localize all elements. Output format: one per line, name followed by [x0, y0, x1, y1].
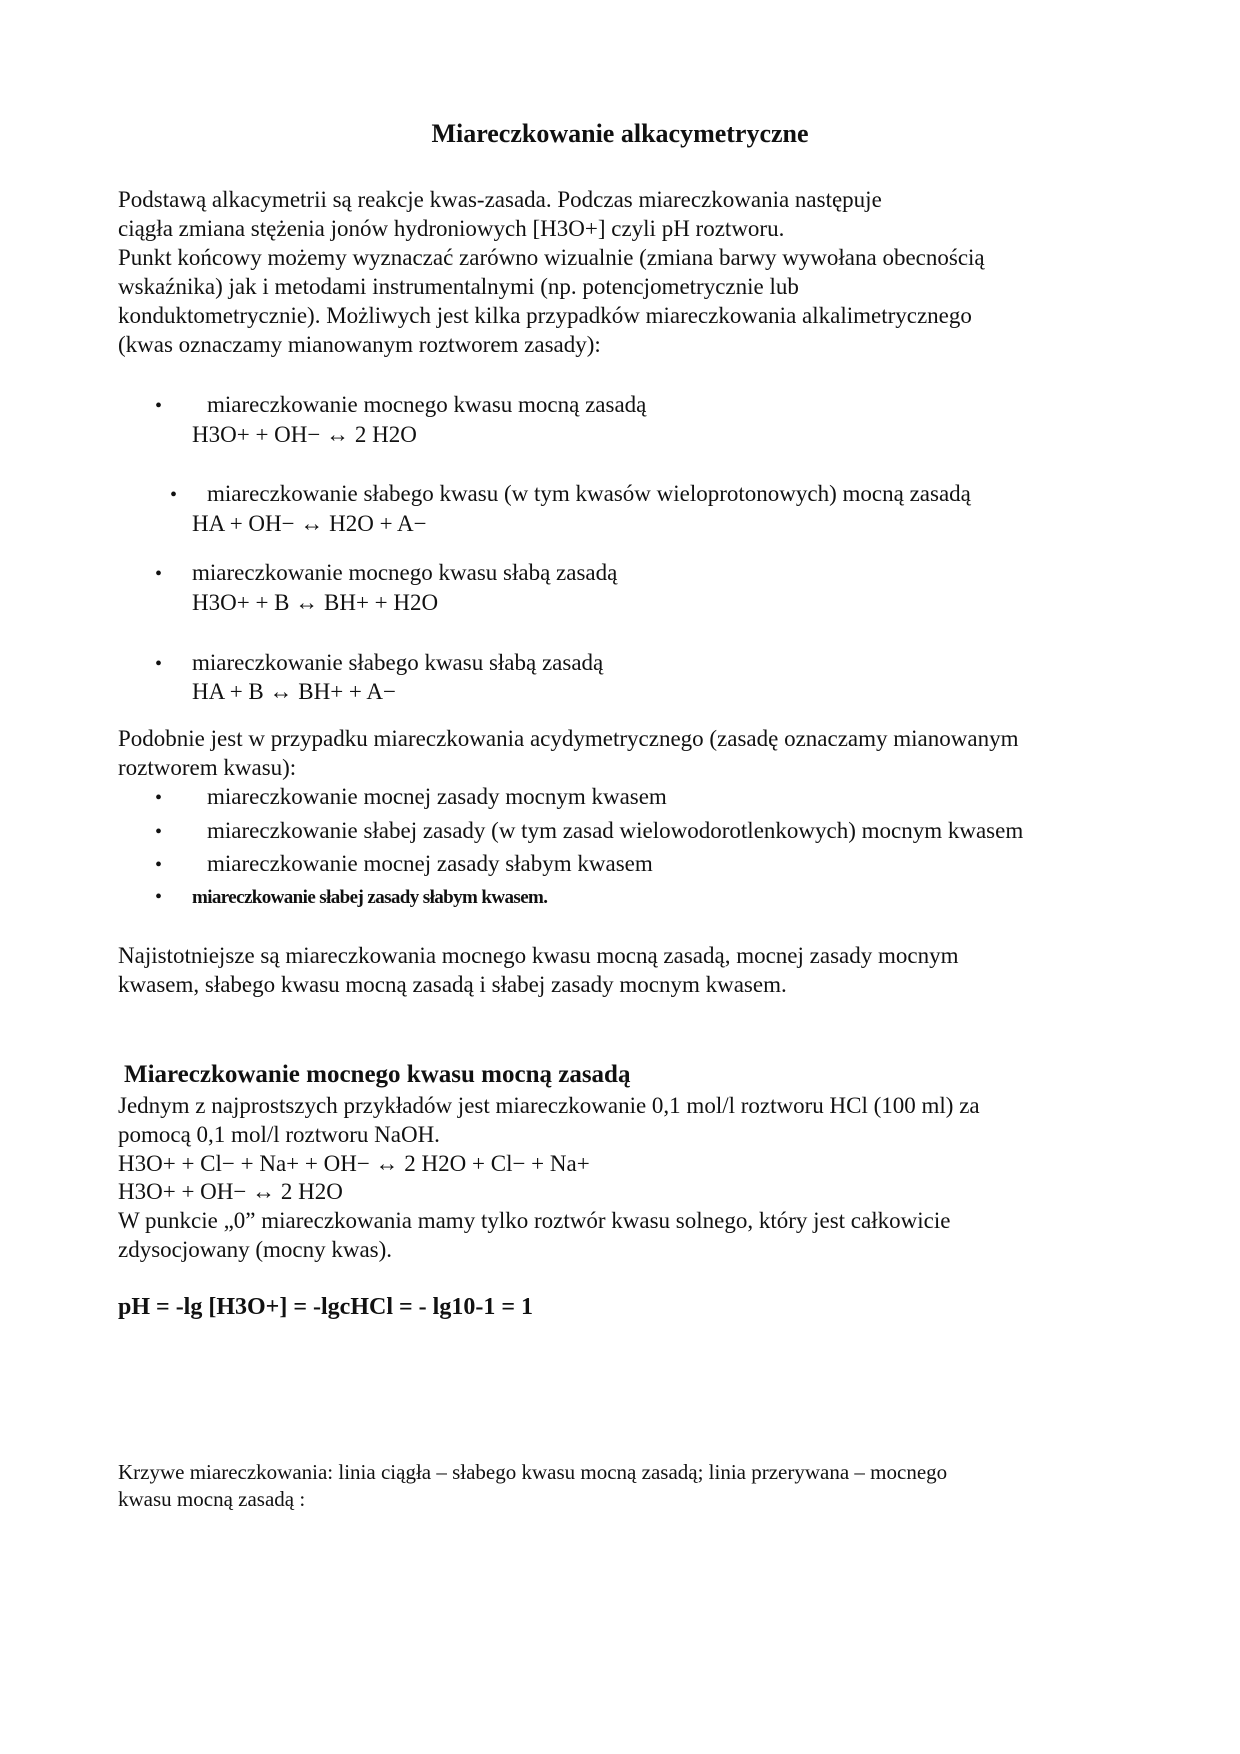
reaction-equation: H3O+ + B ↔ BH+ + H2O	[192, 590, 439, 615]
reaction-equation: H3O+ + Cl− + Na+ + OH− ↔ 2 H2O + Cl− + Na+	[118, 1151, 590, 1176]
bullet-icon: •	[155, 854, 163, 876]
list-item: miareczkowanie mocnej zasady słabym kwasem	[207, 851, 653, 876]
list-item: miareczkowanie słabego kwasu (w tym kwasów wieloprotonowych) mocną zasadą	[207, 481, 971, 506]
bullet-icon: •	[155, 787, 163, 809]
caption-line: Krzywe miareczkowania: linia ciągła – słabego kwasu mocną zasadą; linia przerywana – mocnego	[118, 1460, 948, 1484]
section-heading: Miareczkowanie mocnego kwasu mocną zasadą	[124, 1061, 631, 1088]
reaction-equation: HA + B ↔ BH+ + A−	[192, 679, 396, 704]
reaction-equation: H3O+ + OH− ↔ 2 H2O	[118, 1179, 343, 1204]
list-item: miareczkowanie mocnego kwasu mocną zasadą	[207, 392, 647, 417]
ph-formula: pH = -lg [H3O+] = -lgcHCl = - lg10-1 = 1	[118, 1294, 534, 1320]
bullet-icon: •	[170, 484, 178, 506]
intro-line: Podstawą alkacymetrii są reakcje kwas-zasada. Podczas miareczkowania następuje	[118, 187, 882, 212]
list-item: miareczkowanie mocnego kwasu słabą zasadą	[192, 560, 618, 585]
intro-line: ciągła zmiana stężenia jonów hydroniowych [H3O+] czyli pH roztworu.	[118, 216, 785, 241]
bullet-icon: •	[155, 563, 163, 585]
intro-line: konduktometrycznie). Możliwych jest kilka przypadków miareczkowania alkalimetrycznego	[118, 303, 972, 328]
list-item: miareczkowanie słabej zasady słabym kwasem.	[192, 887, 548, 908]
section-line: pomocą 0,1 mol/l roztworu NaOH.	[118, 1122, 440, 1147]
section-line: W punkcie „0” miareczkowania mamy tylko roztwór kwasu solnego, który jest całkowicie	[118, 1208, 951, 1233]
reaction-equation: HA + OH− ↔ H2O + A−	[192, 511, 427, 536]
caption-line: kwasu mocną zasadą :	[118, 1487, 306, 1511]
summary-line: kwasem, słabego kwasu mocną zasadą i słabej zasady mocnym kwasem.	[118, 972, 787, 997]
reaction-equation: H3O+ + OH− ↔ 2 H2O	[192, 422, 417, 447]
list-item: miareczkowanie słabej zasady (w tym zasad wielowodorotlenkowych) mocnym kwasem	[207, 818, 1024, 843]
acidimetric-line: Podobnie jest w przypadku miareczkowania acydymetrycznego (zasadę oznaczamy mianowanym	[118, 726, 1019, 751]
summary-line: Najistotniejsze są miareczkowania mocnego kwasu mocną zasadą, mocnej zasady mocnym	[118, 943, 959, 968]
intro-line: wskaźnika) jak i metodami instrumentalnymi (np. potencjometrycznie lub	[118, 274, 799, 299]
bullet-icon: •	[155, 886, 163, 908]
document-title: Miareczkowanie alkacymetryczne	[431, 119, 809, 148]
list-item: miareczkowanie słabego kwasu słabą zasadą	[192, 650, 604, 675]
bullet-icon: •	[155, 653, 163, 675]
acidimetric-line: roztworem kwasu):	[118, 755, 297, 780]
list-item: miareczkowanie mocnej zasady mocnym kwasem	[207, 784, 667, 809]
section-line: Jednym z najprostszych przykładów jest miareczkowanie 0,1 mol/l roztworu HCl (100 ml) za	[118, 1093, 980, 1118]
bullet-icon: •	[155, 395, 163, 417]
bullet-icon: •	[155, 821, 163, 843]
intro-line: Punkt końcowy możemy wyznaczać zarówno wizualnie (zmiana barwy wywołana obecnością	[118, 245, 985, 270]
section-line: zdysocjowany (mocny kwas).	[118, 1237, 393, 1262]
intro-line: (kwas oznaczamy mianowanym roztworem zasady):	[118, 332, 601, 357]
